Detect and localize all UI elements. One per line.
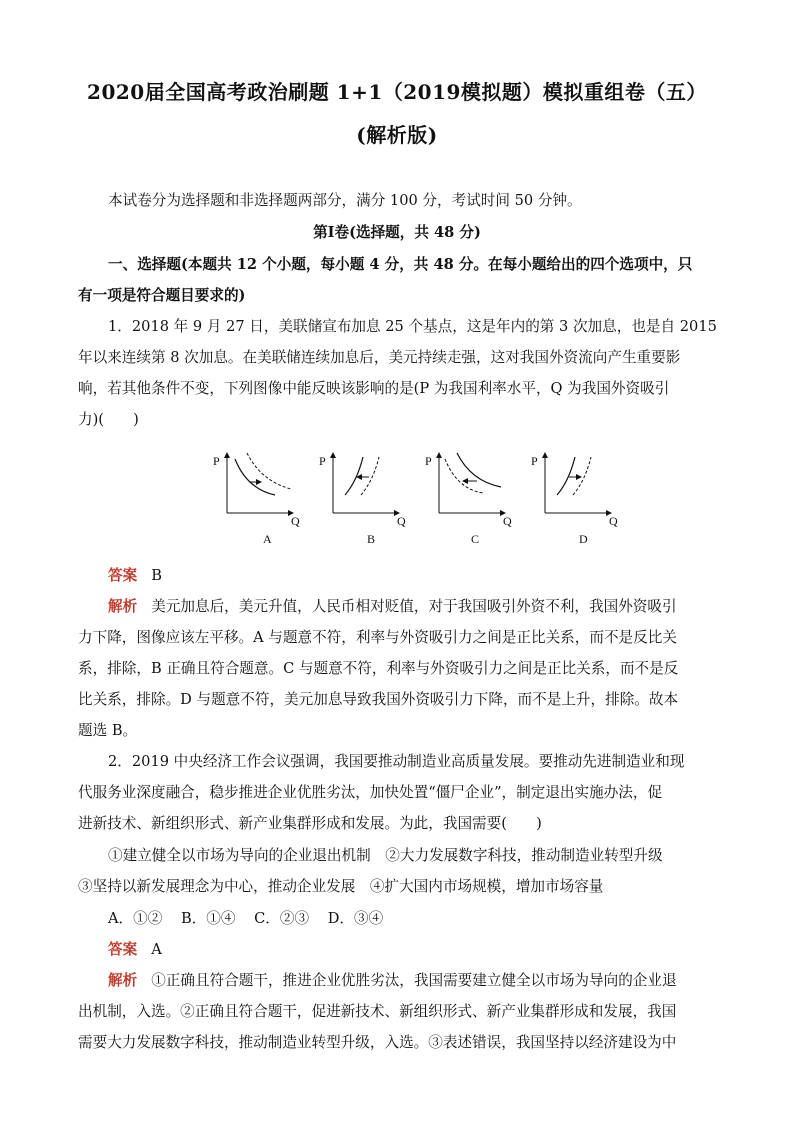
q2-analysis-line-1 xyxy=(108,971,726,991)
q1-answer xyxy=(108,566,726,586)
section-description-line-2: 有一项是符合题目要求的) xyxy=(78,287,246,304)
graph-a-y-label: P xyxy=(213,454,220,468)
analysis-text: 美元加息后，美元升值，人民币相对贬值，对于我国吸引外资不利，我国外资吸引 xyxy=(151,598,677,615)
q1-line-2: 年以来连续第 8 次加息。在美联储连续加息后，美元持续走强，这对我国外资流向产生重要影 xyxy=(78,349,681,366)
graph-d-label: D xyxy=(579,532,588,546)
q2-option-c: C．②③ xyxy=(254,910,310,927)
graph-a-x-label: Q xyxy=(291,514,300,528)
q2-item-line-1: ①建立健全以市场为导向的企业退出机制 ②大力发展数字科技，推动制造业转型升级 xyxy=(108,847,663,864)
document-subtitle: (解析版) xyxy=(356,123,438,147)
q1-analysis-line-3: 系，排除，B 正确且符合题意。C 与题意不符，利率与外资吸引力之间是正比关系，而不是反 xyxy=(78,660,679,677)
q1-analysis-line-5: 题选 B。 xyxy=(78,722,138,739)
q2-option-b: B．①④ xyxy=(180,910,236,927)
graph-b-curve-solid xyxy=(345,457,363,495)
q2-option-d: D．③④ xyxy=(327,910,384,927)
q2-analysis-line-2: 出机制，入选。②正确且符合题干，促进新技术、新组织形式、新产业集群形成和发展，我国 xyxy=(78,1003,677,1020)
graph-b-y-label: P xyxy=(319,454,326,468)
q1-line-4: 力)( ) xyxy=(78,411,139,428)
answer-value: A xyxy=(151,941,162,958)
q1-analysis-line-4: 比关系，排除。D 与题意不符，美元加息导致我国外资吸引力下降，而不是上升，排除。故本 xyxy=(78,691,679,708)
graph-a-curve-dashed xyxy=(247,453,291,489)
q1-line-3: 响，若其他条件不变，下列图像中能反映该影响的是(P 为我国利率水平，Q 为我国外资吸引 xyxy=(78,380,670,397)
graph-a xyxy=(213,453,300,546)
section-prefix: 一、选择题 xyxy=(108,256,181,273)
answer-label: 答案 xyxy=(108,941,138,958)
document-title: 2020届全国高考政治刷题 1+1（2019模拟题）模拟重组卷（五） xyxy=(87,80,707,104)
graph-d-curve-dashed xyxy=(573,457,591,495)
option-graphs-svg xyxy=(205,445,635,555)
q2-option-a: A．①② xyxy=(108,910,163,927)
graph-a-curve-solid xyxy=(235,459,275,495)
graph-d-curve-solid xyxy=(557,457,575,495)
graph-d-y-label: P xyxy=(531,454,538,468)
graph-b-x-label: Q xyxy=(397,514,406,528)
graph-c xyxy=(425,453,512,546)
graph-b xyxy=(319,453,406,546)
q2-analysis-line-3: 需要大力发展数字科技，推动制造业转型升级，入选。③表述错误，我国坚持以经济建设为中 xyxy=(78,1034,677,1051)
graph-d xyxy=(531,453,618,546)
q1-option-graphs xyxy=(205,445,635,555)
graph-c-curve-solid xyxy=(457,453,501,487)
analysis-text: ①正确且符合题干，推进企业优胜劣汰，我国需要建立健全以市场为导向的企业退 xyxy=(151,972,677,989)
analysis-label: 解析 xyxy=(108,598,138,615)
q2-options xyxy=(108,909,726,929)
graph-d-x-label: Q xyxy=(609,514,618,528)
answer-value: B xyxy=(151,567,162,584)
q2-line-1: 2．2019 中央经济工作会议强调，我国要推动制造业高质量发展。要推动先进制造业和现 xyxy=(108,753,685,770)
q2-line-2: 代服务业深度融合，稳步推进企业优胜劣汰，加快处置“僵尸企业”，制定退出实施办法，促 xyxy=(78,784,663,801)
graph-c-x-label: Q xyxy=(503,514,512,528)
graph-b-curve-dashed xyxy=(361,457,379,495)
q2-answer xyxy=(108,940,726,960)
graph-b-label: B xyxy=(367,532,376,546)
q1-line-1: 1．2018 年 9 月 27 日，美联储宣布加息 25 个基点，这是年内的第 3 次加息，也是自 2015 xyxy=(108,318,717,335)
graph-c-y-label: P xyxy=(425,454,432,468)
graph-a-label: A xyxy=(263,532,272,546)
q1-analysis-line-2: 力下降，图像应该左平移。A 与题意不符，利率与外资吸引力之间是正比关系，而不是反比关 xyxy=(78,629,677,646)
q2-line-3: 进新技术、新组织形式、新产业集群形成和发展。为此，我国需要( ) xyxy=(78,815,542,832)
section-desc-text: (本题共 12 个小题，每小题 4 分，共 48 分。在每小题给出的四个选项中，只 xyxy=(180,256,693,273)
graph-c-label: C xyxy=(471,532,480,546)
section-description-line-1 xyxy=(108,255,726,275)
answer-label: 答案 xyxy=(108,567,138,584)
analysis-label: 解析 xyxy=(108,972,138,989)
q1-analysis-line-1 xyxy=(108,597,726,617)
section-title: 第Ⅰ卷(选择题，共 48 分) xyxy=(313,224,481,241)
q2-item-line-2: ③坚持以新发展理念为中心，推动企业发展 ④扩大国内市场规模，增加市场容量 xyxy=(78,878,604,895)
exam-intro: 本试卷分为选择题和非选择题两部分，满分 100 分，考试时间 50 分钟。 xyxy=(108,192,582,209)
